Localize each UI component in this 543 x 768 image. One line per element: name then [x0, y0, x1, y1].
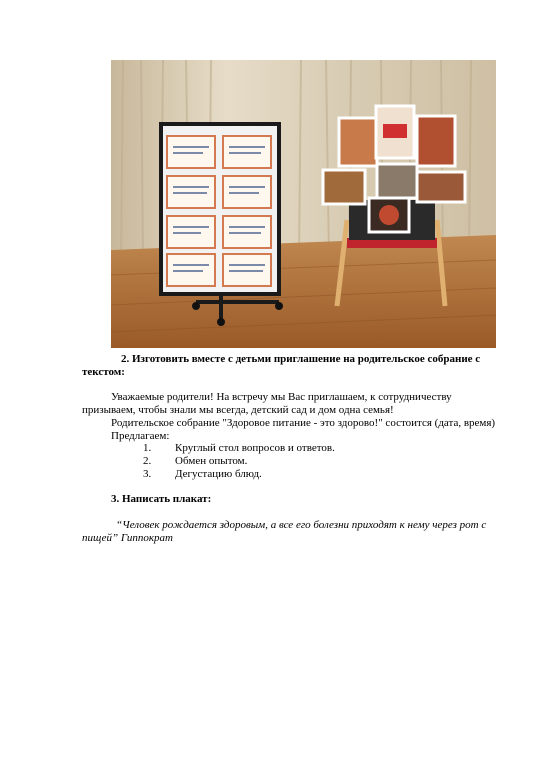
left-board	[161, 124, 283, 326]
invitation-line4: Предлагаем:	[111, 430, 170, 442]
offer-text: Дегустацию блюд.	[175, 468, 262, 480]
offer-text: Круглый стол вопросов и ответов.	[175, 442, 335, 454]
offer-number: 3.	[143, 468, 152, 480]
quote-line2: пищей” Гиппократ	[82, 532, 173, 544]
photo-exhibition-stands	[111, 60, 496, 348]
offer-number: 2.	[143, 455, 152, 467]
section-2-heading-line2: текстом:	[82, 366, 125, 378]
offer-number: 1.	[143, 442, 152, 454]
offer-text: Обмен опытом.	[175, 455, 248, 467]
section-2-heading-line1: 2. Изготовить вместе с детьми приглашение на родительское собрание с	[121, 353, 481, 365]
quote-line1: “Человек рождается здоровым, а все его болезни приходят к нему через рот с	[116, 519, 487, 531]
invitation-line2: призываем, чтобы знали мы всегда, детский сад и дом одна семья!	[82, 404, 394, 416]
invitation-line1: Уважаемые родители! На встречу мы Вас приглашаем, к сотрудничеству	[111, 391, 452, 403]
invitation-line3: Родительское собрание "Здоровое питание - это здорово!" состоится (дата, время)	[111, 417, 496, 429]
photo-image	[111, 60, 496, 348]
section-3-heading: 3. Написать плакат:	[111, 493, 212, 505]
